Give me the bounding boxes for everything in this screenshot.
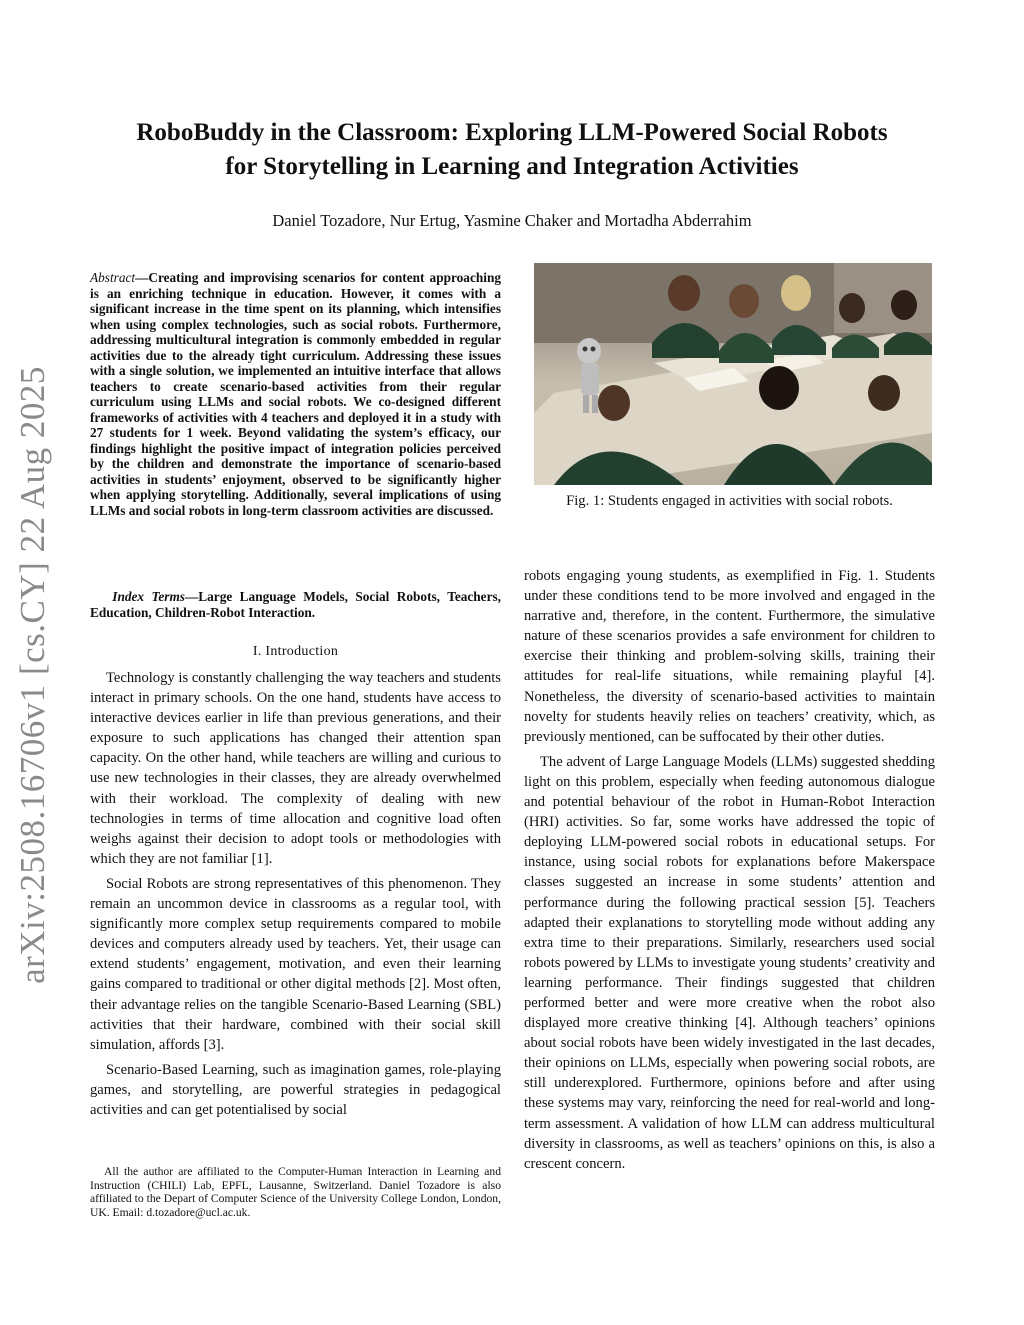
paper-title [70,116,954,184]
abstract-dash: — [135,270,149,285]
classroom-photo-illustration [534,263,932,485]
abstract [90,270,501,518]
section-heading-introduction: I. Introduction [252,644,339,659]
paragraph: Technology is constantly challenging the way teachers and students interact in primary schools. On the one hand, students have access to interactive devices earlier in life than previous generations, and their exposure to such applications has changed their attention span capacity. On the other hand, while teachers are willing and curious to use new technologies in their classes, they are already overwhelmed with their workload. The complexity of dealing with new technologies in terms of time allocation and cognitive load often weighs against their decision to adopt tools or methodologies with which they are not familiar [1]. [90,670,501,867]
affiliation-footnote: All the author are affiliated to the Computer-Human Interaction in Learning and Instruction (CHILI) Lab, EPFL, Lausanne, Switzerland. Daniel Tozadore is also affiliated to the Depart of Computer Science of the University College London, London, UK. Email: d.tozadore@ucl.ac.uk. [90,1165,501,1220]
figure-classroom-photo [534,263,932,485]
arxiv-id: arXiv:2508.16706v1 [cs.CY] 22 Aug 2025 [13,366,53,984]
title-line-2: for Storytelling in Learning and Integration Activities [225,153,799,180]
abstract-text: Creating and improvising scenarios for content approaching is an enriching technique in education. However, it comes with a significant increase in the time spent on its planning, which intensifies when using complex technologies, such as social robots. Furthermore, addressing multicultural integration is commonly embedded in regular activities due to the already tight curriculum. Addressing these issues with a single solution, we implemented an intuitive interface that allows teachers to create scenario-based activities from their regular curriculum using LLMs and social robots. We co-designed different frameworks of activities with 4 teachers and deployed it in a study with 27 students for 1 week. Beyond validating the system’s efficacy, our findings highlight the positive impact of integration policies perceived by the children and demonstrate the importance of scenario-based activities in students’ enjoyment, observed to be significantly higher when applying storytelling. Additionally, several implications of using LLMs and social robots in long-term classroom activities are discussed. [90,270,501,518]
index-terms [90,589,501,620]
paragraph: The advent of Large Language Models (LLMs) suggested shedding light on this problem, especially when feeding autonomous dialogue and potential behaviour of the robot in Human-Robot Interaction (HRI) activities. So far, some works have addressed the topic of deploying LLM-powered social robots in educational setups. For instance, using social robots for explanations before Makerspace classes suggested an increase in some students’ attention and performance during the following practical session [5]. Teachers adapted their explanations to storytelling mode without adding any extra time to their preparations. Similarly, researchers used social robots powered by LLMs to investigate young students’ creativity and learning performance. Their findings suggested that children performed better and were more creative when the robot also displayed more creative thinking [4]. Although teachers’ opinions about social robots have been widely investigated in the last decades, their opinions on LLMs, especially when powering social robots, are still underexplored. Furthermore, opinions before and after using these systems may vary, reinforcing the need for real-world and long-term assessment. A validation of how LLM can address multicultural diversity in classrooms, as well as teachers’ opinions on this, is also a crescent concern. [524,753,935,1172]
paragraph: robots engaging young students, as exemplified in Fig. 1. Students under these conditions tend to be more involved and engaged in the narrative and, therefore, in the content. Furthermore, the simulative nature of these scenarios provides a safe environment for children to exercise their thinking and problem-solving skills, training their attitudes for real-life situations, while remaining playful [4]. Nonetheless, the diversity of scenario-based activities to maintain novelty for students heavily relies on teachers’ creativity, which, as previously mentioned, can be suffocated by their other duties. [524,568,935,745]
index-terms-text: Large Language Models, Social Robots, Teachers, Education, Children-Robot Interaction. [90,589,501,620]
index-terms-lead: Index Terms [112,589,185,604]
left-column-body [90,668,501,1125]
right-column-body [524,566,935,1179]
paragraph: Social Robots are strong representatives of this phenomenon. They remain an uncommon device in classrooms as a regular tool, with significantly more complex setup requirements compared to mobile devices and computers already used by teachers. Yet, their usage can extend students’ engagement, motivation, and even their learning gains compared to traditional or other digital methods [2]. Most often, their advantage relies on the tangible Scenario-Based Learning (SBL) activities that their hardware, combined with their social skill simulation, affords [3]. [90,875,501,1053]
figure-caption: Fig. 1: Students engaged in activities with social robots. [566,493,893,509]
index-terms-dash: — [184,589,199,604]
abstract-lead: Abstract [90,270,136,285]
author-list: Daniel Tozadore, Nur Ertug, Yasmine Chaker and Mortadha Abderrahim [272,211,752,230]
paragraph: Scenario-Based Learning, such as imagination games, role-playing games, and storytelling, are powerful strategies in pedagogical activities and can get potentialised by social [90,1061,501,1118]
title-line-1: RoboBuddy in the Classroom: Exploring LLM-Powered Social Robots [136,119,888,146]
arxiv-watermark [2,365,64,985]
